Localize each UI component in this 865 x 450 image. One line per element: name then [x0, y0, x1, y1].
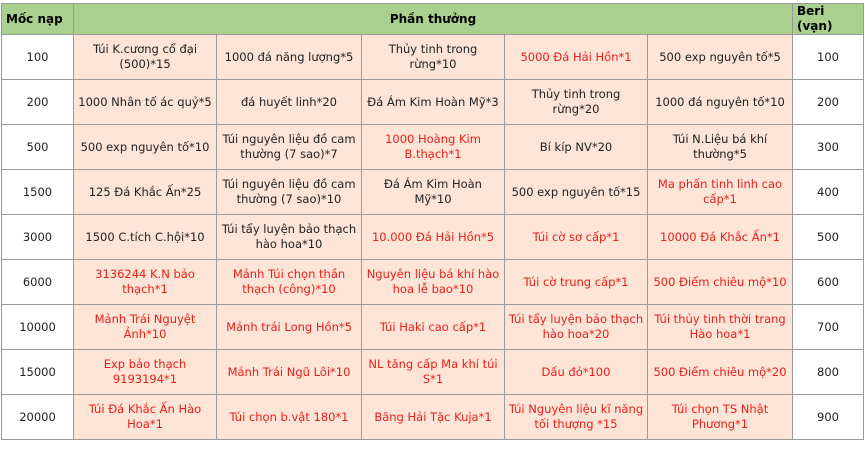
reward-cell: Mảnh Trái Nguyệt Ảnh*10 — [74, 305, 217, 350]
reward-cell: 1000 đá năng lượng*5 — [217, 35, 362, 80]
milestone-cell: 500 — [2, 125, 74, 170]
reward-cell: Túi Nguyên liệu kĩ năng tối thượng *15 — [505, 395, 648, 440]
reward-cell: 500 exp nguyên tố*10 — [74, 125, 217, 170]
reward-cell: Thủy tinh trong rừng*20 — [505, 80, 648, 125]
beri-cell: 200 — [793, 80, 864, 125]
reward-cell: Đá Ám Kim Hoàn Mỹ*10 — [362, 170, 505, 215]
table-row — [2, 125, 864, 170]
reward-cell: Exp bảo thạch 9193194*1 — [74, 350, 217, 395]
table-row — [2, 260, 864, 305]
reward-cell: 1500 C.tích C.hội*10 — [74, 215, 217, 260]
reward-cell: 500 Điểm chiêu mộ*10 — [648, 260, 793, 305]
reward-cell: 1000 Hoàng Kim B.thạch*1 — [362, 125, 505, 170]
table-row — [2, 35, 864, 80]
beri-cell: 300 — [793, 125, 864, 170]
beri-cell: 800 — [793, 350, 864, 395]
reward-cell: Bí kíp NV*20 — [505, 125, 648, 170]
reward-cell: Túi N.Liệu bá khí thường*5 — [648, 125, 793, 170]
reward-cell: Túi chọn b.vật 180*1 — [217, 395, 362, 440]
reward-cell: Ma phấn tinh linh cao cấp*1 — [648, 170, 793, 215]
reward-cell: 3136244 K.N bảo thạch*1 — [74, 260, 217, 305]
reward-cell: Túi thủy tinh thời trang Hào hoa*1 — [648, 305, 793, 350]
milestone-cell: 100 — [2, 35, 74, 80]
reward-cell: Băng Hải Tặc Kuja*1 — [362, 395, 505, 440]
reward-cell: Mảnh Trái Ngũ Lôi*10 — [217, 350, 362, 395]
milestone-cell: 200 — [2, 80, 74, 125]
table-row — [2, 305, 864, 350]
reward-cell: 1000 Nhân tố ác quỷ*5 — [74, 80, 217, 125]
reward-cell: 10.000 Đá Hải Hồn*5 — [362, 215, 505, 260]
milestone-cell: 10000 — [2, 305, 74, 350]
reward-cell: Túi chọn TS Nhật Phương*1 — [648, 395, 793, 440]
header-rewards: Phần thưởng — [74, 4, 793, 35]
reward-cell: Thủy tinh trong rừng*10 — [362, 35, 505, 80]
table-row — [2, 170, 864, 215]
reward-cell: Dấu đỏ*100 — [505, 350, 648, 395]
reward-cell: Túi cờ sơ cấp*1 — [505, 215, 648, 260]
beri-cell: 600 — [793, 260, 864, 305]
table-body — [2, 35, 864, 440]
reward-cell: 500 exp nguyên tố*15 — [505, 170, 648, 215]
beri-cell: 900 — [793, 395, 864, 440]
reward-cell: Túi Haki cao cấp*1 — [362, 305, 505, 350]
reward-cell: 1000 đá nguyên tố*10 — [648, 80, 793, 125]
reward-cell: Túi nguyên liệu đồ cam thường (7 sao)*7 — [217, 125, 362, 170]
reward-cell: Túi Đá Khắc Ấn Hào Hoa*1 — [74, 395, 217, 440]
beri-cell: 400 — [793, 170, 864, 215]
beri-cell: 100 — [793, 35, 864, 80]
beri-cell: 500 — [793, 215, 864, 260]
milestone-cell: 15000 — [2, 350, 74, 395]
milestone-cell: 1500 — [2, 170, 74, 215]
reward-cell: 5000 Đá Hải Hồn*1 — [505, 35, 648, 80]
milestone-cell: 3000 — [2, 215, 74, 260]
reward-cell: Mảnh Túi chọn thần thạch (công)*10 — [217, 260, 362, 305]
reward-cell: Mảnh trái Long Hồn*5 — [217, 305, 362, 350]
reward-cell: Túi tẩy luyện bảo thạch hào hoa*20 — [505, 305, 648, 350]
table-row — [2, 215, 864, 260]
header-milestone: Mốc nạp — [2, 4, 74, 35]
beri-cell: 700 — [793, 305, 864, 350]
reward-cell: Nguyên liệu bá khí hào hoa lễ bao*10 — [362, 260, 505, 305]
header-beri: Beri (vạn) — [793, 4, 864, 35]
table-row — [2, 350, 864, 395]
milestone-cell: 20000 — [2, 395, 74, 440]
reward-cell: 500 exp nguyên tố*5 — [648, 35, 793, 80]
reward-table — [1, 3, 864, 440]
reward-cell: Túi K.cương cổ đại (500)*15 — [74, 35, 217, 80]
reward-cell: 10000 Đá Khắc Ấn*1 — [648, 215, 793, 260]
reward-cell: Đá Ám Kim Hoàn Mỹ*3 — [362, 80, 505, 125]
header-row — [2, 4, 864, 35]
reward-cell: 500 Điểm chiêu mộ*20 — [648, 350, 793, 395]
reward-cell: 125 Đá Khắc Ấn*25 — [74, 170, 217, 215]
reward-cell: Túi cờ trung cấp*1 — [505, 260, 648, 305]
reward-cell: NL tăng cấp Ma khí túi S*1 — [362, 350, 505, 395]
reward-cell: Túi nguyên liệu đồ cam thường (7 sao)*10 — [217, 170, 362, 215]
milestone-cell: 6000 — [2, 260, 74, 305]
table-row — [2, 395, 864, 440]
table-row — [2, 80, 864, 125]
reward-cell: Túi tẩy luyện bảo thạch hào hoa*10 — [217, 215, 362, 260]
reward-cell: đá huyết linh*20 — [217, 80, 362, 125]
